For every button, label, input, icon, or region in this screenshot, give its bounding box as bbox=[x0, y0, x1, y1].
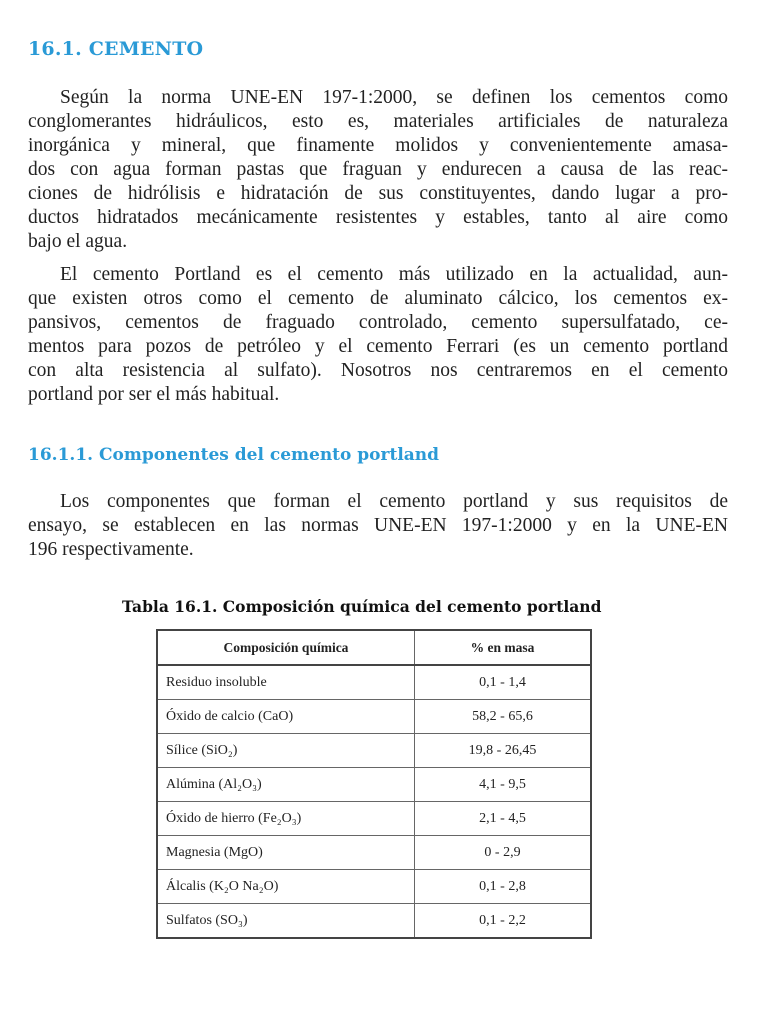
mass-range: 19,8 - 26,45 bbox=[415, 734, 592, 768]
text-line: 196 respectivamente. bbox=[28, 539, 194, 560]
text-line: Los componentes que forman el cemento portland y sus requisitos de bbox=[60, 491, 728, 512]
mass-range: 4,1 - 9,5 bbox=[415, 768, 592, 802]
component-name: Sílice (SiO₂) bbox=[157, 734, 415, 768]
column-header-mass-percent: % en masa bbox=[415, 630, 592, 665]
table-row bbox=[157, 665, 591, 700]
mass-range: 0,1 - 2,2 bbox=[415, 904, 592, 939]
component-name: Sulfatos (SO₃) bbox=[157, 904, 415, 939]
component-name: Residuo insoluble bbox=[157, 665, 415, 700]
component-name: Magnesia (MgO) bbox=[157, 836, 415, 870]
subsection-heading: 16.1.1. Componentes del cemento portland bbox=[28, 445, 440, 465]
table-row bbox=[157, 836, 591, 870]
table-caption: Tabla 16.1. Composición química del cemento portland bbox=[122, 597, 602, 616]
mass-range: 2,1 - 4,5 bbox=[415, 802, 592, 836]
mass-range: 0,1 - 1,4 bbox=[415, 665, 592, 700]
table-row bbox=[157, 700, 591, 734]
text-line: El cemento Portland es el cemento más utilizado en la actualidad, aun- bbox=[60, 264, 728, 285]
text-line: ciones de hidrólisis e hidratación de sus constituyentes, dando lugar a pro- bbox=[28, 183, 728, 204]
table-header-row bbox=[157, 630, 591, 665]
text-line: que existen otros como el cemento de aluminato cálcico, los cementos ex- bbox=[28, 288, 728, 309]
text-line: inorgánica y mineral, que finamente molidos y convenientemente amasa- bbox=[28, 135, 728, 156]
table-row bbox=[157, 870, 591, 904]
text-line: mentos para pozos de petróleo y el cemento Ferrari (es un cemento portland bbox=[28, 336, 728, 357]
paragraph-definition bbox=[28, 86, 728, 254]
component-name: Alúmina (Al₂O₃) bbox=[157, 768, 415, 802]
table-row bbox=[157, 734, 591, 768]
paragraph-portland bbox=[28, 263, 728, 407]
mass-range: 58,2 - 65,6 bbox=[415, 700, 592, 734]
paragraph-components bbox=[28, 490, 728, 562]
table-row bbox=[157, 904, 591, 939]
text-line: dos con agua forman pastas que fraguan y endurecen a causa de las reac- bbox=[28, 159, 728, 180]
column-header-composition: Composición química bbox=[157, 630, 415, 665]
mass-range: 0,1 - 2,8 bbox=[415, 870, 592, 904]
text-line: portland por ser el más habitual. bbox=[28, 384, 280, 405]
component-name: Álcalis (K₂O Na₂O) bbox=[157, 870, 415, 904]
text-line: con alta resistencia al sulfato). Nosotros nos centraremos en el cemento bbox=[28, 360, 728, 381]
text-line: ductos hidratados mecánicamente resistentes y estables, tanto al aire como bbox=[28, 207, 728, 228]
text-line: pansivos, cementos de fraguado controlado, cemento supersulfatado, ce- bbox=[28, 312, 728, 333]
component-name: Óxido de calcio (CaO) bbox=[157, 700, 415, 734]
text-line: Según la norma UNE-EN 197-1:2000, se definen los cementos como bbox=[60, 87, 728, 108]
text-line: bajo el agua. bbox=[28, 231, 128, 252]
text-line: conglomerantes hidráulicos, esto es, materiales artificiales de naturaleza bbox=[28, 111, 728, 132]
text-line: ensayo, se establecen en las normas UNE-EN 197-1:2000 y en la UNE-EN bbox=[28, 515, 728, 536]
composition-table bbox=[156, 629, 592, 939]
mass-range: 0 - 2,9 bbox=[415, 836, 592, 870]
table-row bbox=[157, 768, 591, 802]
table-row bbox=[157, 802, 591, 836]
component-name: Óxido de hierro (Fe₂O₃) bbox=[157, 802, 415, 836]
section-heading: 16.1. CEMENTO bbox=[28, 38, 204, 60]
